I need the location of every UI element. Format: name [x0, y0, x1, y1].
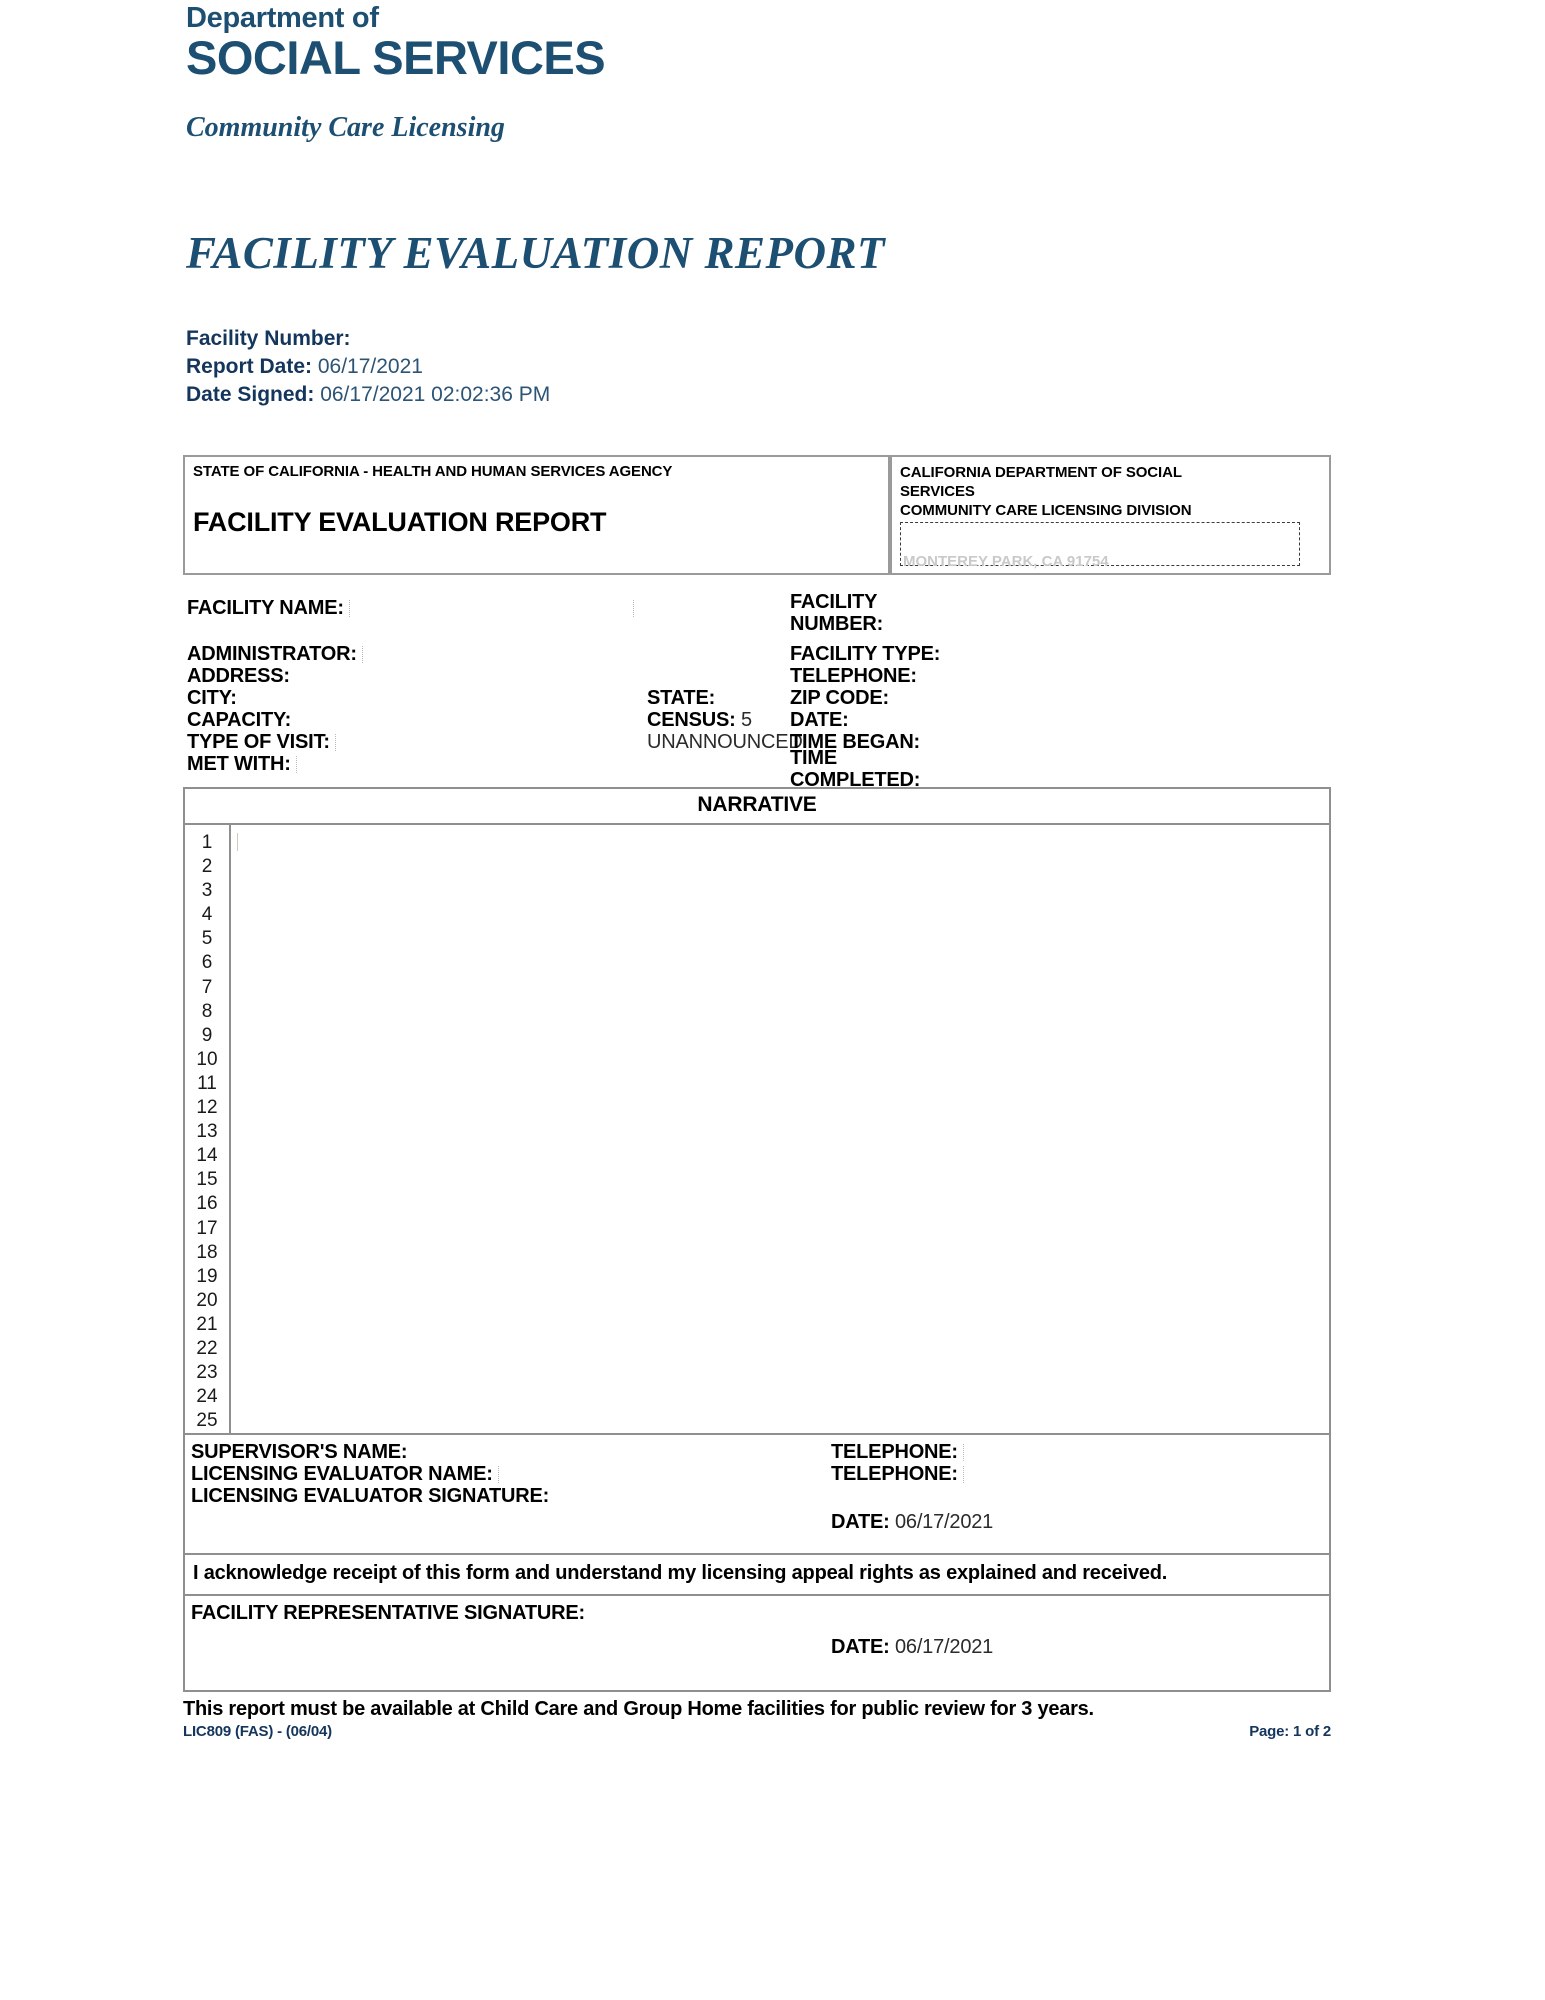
facility-evaluation-form	[183, 455, 1331, 1745]
evaluator-date-field	[831, 1511, 993, 1533]
evaluator-telephone-label: TELEPHONE:	[831, 1463, 958, 1485]
facility-name-label: FACILITY NAME:	[187, 597, 344, 619]
address-label: ADDRESS:	[187, 665, 290, 687]
capacity-label: CAPACITY:	[187, 709, 292, 731]
facility-type-field	[790, 643, 940, 665]
redacted-address-text: MONTEREY PARK, CA 91754	[903, 553, 1109, 570]
narrative-line-number: 11	[197, 1072, 217, 1094]
acknowledgement-block	[183, 1555, 1331, 1596]
redacted-address-box	[900, 522, 1300, 570]
telephone-field	[790, 665, 917, 687]
time-completed-label-line1: TIME	[790, 747, 837, 769]
city-label: CITY:	[187, 687, 237, 709]
narrative-line-number: 4	[201, 904, 213, 926]
narrative-line-number: 9	[201, 1024, 213, 1046]
narrative-line-number: 22	[196, 1337, 218, 1359]
department-of-label: Department of	[186, 2, 379, 34]
narrative-line-number: 20	[196, 1289, 218, 1311]
representative-date-value: 06/17/2021	[894, 1636, 994, 1658]
address-field	[187, 665, 290, 687]
time-began-label: TIME BEGAN:	[790, 731, 921, 753]
facility-number-line	[186, 325, 550, 353]
date-signed-line	[186, 381, 550, 409]
census-value: 5	[740, 709, 752, 731]
narrative-line-number: 14	[196, 1145, 218, 1167]
footer-row	[183, 1723, 1331, 1745]
form-code: LIC809 (FAS) - (06/04)	[183, 1723, 332, 1740]
telephone-label: TELEPHONE:	[790, 665, 917, 687]
page-number: Page: 1 of 2	[1249, 1723, 1331, 1740]
evaluator-telephone-field	[831, 1463, 970, 1485]
facility-name-field	[187, 597, 356, 619]
administrator-label: ADMINISTRATOR:	[187, 643, 357, 665]
facility-details	[183, 575, 1331, 791]
report-meta	[186, 325, 550, 409]
signature-block	[183, 1435, 1331, 1555]
facility-number-label-block	[790, 591, 883, 635]
narrative-line-numbers	[185, 825, 231, 1433]
zip-code-field	[790, 687, 889, 709]
supervisor-telephone-field	[831, 1441, 970, 1463]
facility-number-label-line2: NUMBER:	[790, 613, 884, 635]
narrative-line-number: 18	[196, 1241, 218, 1263]
report-date-value: 06/17/2021	[317, 355, 423, 378]
type-of-visit-field	[187, 731, 342, 753]
narrative-line-number: 6	[201, 952, 213, 974]
facility-number-label: Facility Number:	[186, 327, 351, 350]
narrative-line-number: 16	[196, 1193, 218, 1215]
narrative-line-number: 8	[201, 1000, 213, 1022]
dept-line-2: SERVICES	[900, 483, 975, 500]
city-field	[187, 687, 237, 709]
state-label: STATE:	[647, 687, 716, 709]
agency-line: STATE OF CALIFORNIA - HEALTH AND HUMAN SERVICES AGENCY	[193, 463, 673, 480]
narrative-line-number: 3	[201, 880, 213, 902]
footer-note: This report must be available at Child Care and Group Home facilities for public review for 3 years.	[183, 1698, 1094, 1720]
census-label: CENSUS:	[647, 709, 736, 731]
representative-date-field	[831, 1636, 993, 1658]
facility-name-redaction	[633, 597, 638, 619]
type-of-visit-value: UNANNOUNCED	[647, 731, 803, 753]
narrative-line-number: 25	[196, 1410, 218, 1432]
masthead	[186, 0, 1286, 144]
narrative-line-number: 2	[201, 856, 213, 878]
narrative-text-area[interactable]	[231, 825, 1329, 1433]
narrative-line-number: 13	[196, 1121, 218, 1143]
administrator-field	[187, 643, 368, 665]
dept-line-3: COMMUNITY CARE LICENSING DIVISION	[900, 502, 1192, 519]
narrative-line-number: 15	[196, 1169, 218, 1191]
time-completed-label-line2: COMPLETED:	[790, 769, 921, 791]
report-date-line	[186, 353, 550, 381]
form-header-left-cell	[183, 455, 890, 575]
met-with-field	[187, 753, 303, 775]
narrative-line-number: 5	[201, 928, 213, 950]
department-name: SOCIAL SERVICES	[186, 31, 606, 84]
capacity-field	[187, 709, 291, 731]
page-title: FACILITY EVALUATION REPORT	[186, 228, 885, 278]
narrative-line-number: 19	[196, 1265, 218, 1287]
supervisor-name-field	[191, 1441, 407, 1463]
representative-date-label: DATE:	[831, 1636, 890, 1658]
facility-number-label-line1: FACILITY	[790, 591, 878, 613]
evaluator-name-field	[191, 1463, 506, 1485]
narrative-line-number: 10	[196, 1048, 218, 1070]
visit-date-label: DATE:	[790, 709, 849, 731]
form-header-right-cell	[890, 455, 1331, 575]
facility-representative-block	[183, 1596, 1331, 1692]
zip-code-label: ZIP CODE:	[790, 687, 889, 709]
division-name: Community Care Licensing	[186, 112, 505, 143]
narrative-body	[185, 825, 1329, 1433]
narrative-line-number: 12	[196, 1097, 218, 1119]
facility-type-label: FACILITY TYPE:	[790, 643, 941, 665]
met-with-label: MET WITH:	[187, 753, 291, 775]
dept-line-1: CALIFORNIA DEPARTMENT OF SOCIAL	[900, 464, 1182, 481]
date-signed-value: 06/17/2021 02:02:36 PM	[320, 383, 551, 406]
narrative-line-number: 17	[196, 1217, 218, 1239]
supervisor-telephone-label: TELEPHONE:	[831, 1441, 958, 1463]
form-name-title: FACILITY EVALUATION REPORT	[193, 507, 607, 537]
form-header-row	[183, 455, 1331, 575]
report-date-label: Report Date:	[186, 355, 313, 378]
evaluator-date-label: DATE:	[831, 1511, 890, 1533]
acknowledgement-text: I acknowledge receipt of this form and understand my licensing appeal rights as explained and received.	[193, 1562, 1168, 1584]
text-caret	[237, 833, 238, 851]
narrative-header: NARRATIVE	[185, 789, 1329, 825]
narrative-line-number: 1	[201, 832, 213, 853]
state-field	[647, 687, 715, 709]
visit-date-field	[790, 709, 849, 731]
narrative-line-number: 23	[196, 1362, 218, 1384]
evaluator-signature-label: LICENSING EVALUATOR SIGNATURE:	[191, 1485, 550, 1507]
supervisor-name-label: SUPERVISOR'S NAME:	[191, 1441, 408, 1463]
narrative-line-number: 7	[201, 976, 213, 998]
narrative-section	[183, 787, 1331, 1435]
date-signed-label: Date Signed:	[186, 383, 315, 406]
narrative-line-number: 24	[196, 1386, 218, 1408]
evaluator-name-label: LICENSING EVALUATOR NAME:	[191, 1463, 493, 1485]
type-of-visit-label: TYPE OF VISIT:	[187, 731, 330, 753]
time-completed-field	[790, 747, 920, 791]
representative-signature-label: FACILITY REPRESENTATIVE SIGNATURE:	[191, 1602, 585, 1624]
evaluator-date-value: 06/17/2021	[894, 1511, 994, 1533]
narrative-line-number: 21	[196, 1313, 218, 1335]
census-field	[647, 709, 752, 731]
